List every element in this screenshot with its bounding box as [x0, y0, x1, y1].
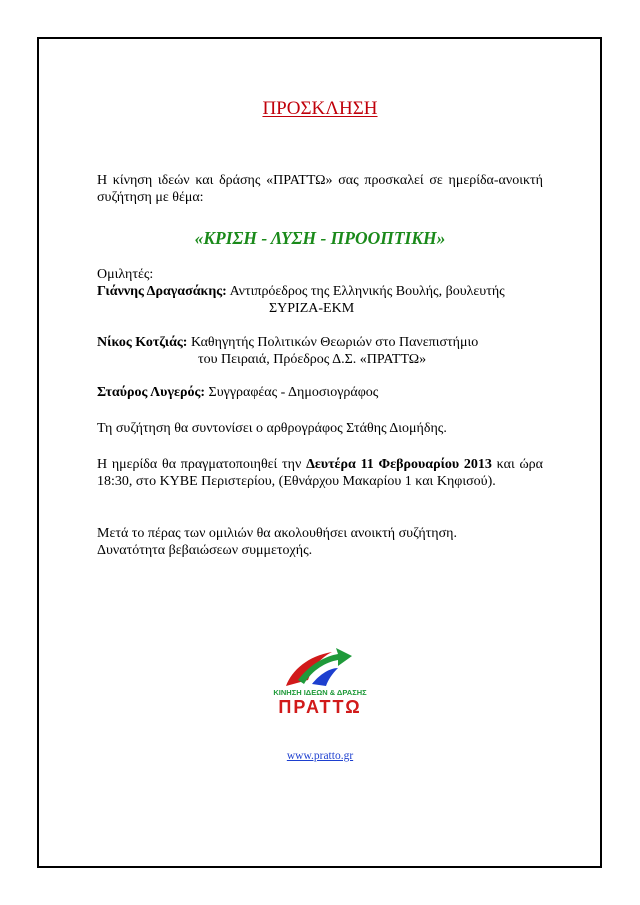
logo-tagline: ΚΙΝΗΣΗ ΙΔΕΩΝ & ΔΡΑΣΗΣ [273, 688, 367, 697]
speaker-1-role-cont: ΣΥΡΙΖΑ-ΕΚΜ [269, 301, 355, 316]
event-text-before: Η ημερίδα θα πραγματοποιηθεί την [97, 457, 307, 472]
logo-name: ΠΡΑΤΤΩ [278, 697, 362, 717]
speaker-2-role: Καθηγητής Πολιτικών Θεωριών στο Πανεπιστήμιο [190, 335, 479, 350]
closing-line-1: Μετά το πέρας των ομιλιών θα ακολουθήσει ανοικτή συζήτηση. [97, 526, 457, 541]
website-link[interactable]: www.pratto.gr [286, 750, 354, 762]
speaker-2-name: Νίκος Κοτζιάς: [97, 335, 188, 350]
speaker-3-role: Συγγραφέας - Δημοσιογράφος [208, 385, 379, 400]
speaker-1-role: Αντιπρόεδρος της Ελληνικής Βουλής, βουλευτής [229, 284, 505, 299]
pratto-logo [268, 640, 372, 720]
event-date: Δευτέρα 11 Φεβρουαρίου 2013 [306, 457, 492, 472]
intro-paragraph: Η κίνηση ιδεών και δράσης «ΠΡΑΤΤΩ» σας προσκαλεί σε ημερίδα-ανοικτή συζήτηση με θέμα: [97, 173, 543, 205]
event-subject: «ΚΡΙΣΗ - ΛΥΣΗ - ΠΡΟΟΠΤΙΚΗ» [194, 228, 446, 248]
speaker-2 [97, 334, 478, 351]
speaker-3-name: Σταύρος Λυγερός: [97, 385, 206, 400]
page-title: ΠΡΟΣΚΛΗΣΗ [262, 98, 378, 119]
event-paragraph [97, 456, 543, 490]
moderator-line: Τη συζήτηση θα συντονίσει ο αρθρογράφος Στάθης Διομήδης. [97, 421, 447, 436]
page-border [37, 37, 602, 868]
speaker-1-name: Γιάννης Δραγασάκης: [97, 284, 227, 299]
event-text-after: και ώρα 18:30, στο ΚΥΒΕ Περιστερίου, (Εθνάρχου Μακαρίου 1 και Κηφισού). [97, 457, 543, 489]
speaker-3 [97, 384, 378, 401]
speakers-label: Ομιλητές: [97, 267, 154, 282]
logo-blue-arc [312, 668, 338, 686]
pratto-logo-graphic [268, 640, 372, 720]
closing-line-2: Δυνατότητα βεβαιώσεων συμμετοχής. [97, 543, 313, 558]
speaker-1 [97, 283, 505, 300]
speaker-2-role-cont: του Πειραιά, Πρόεδρος Δ.Σ. «ΠΡΑΤΤΩ» [198, 352, 427, 367]
